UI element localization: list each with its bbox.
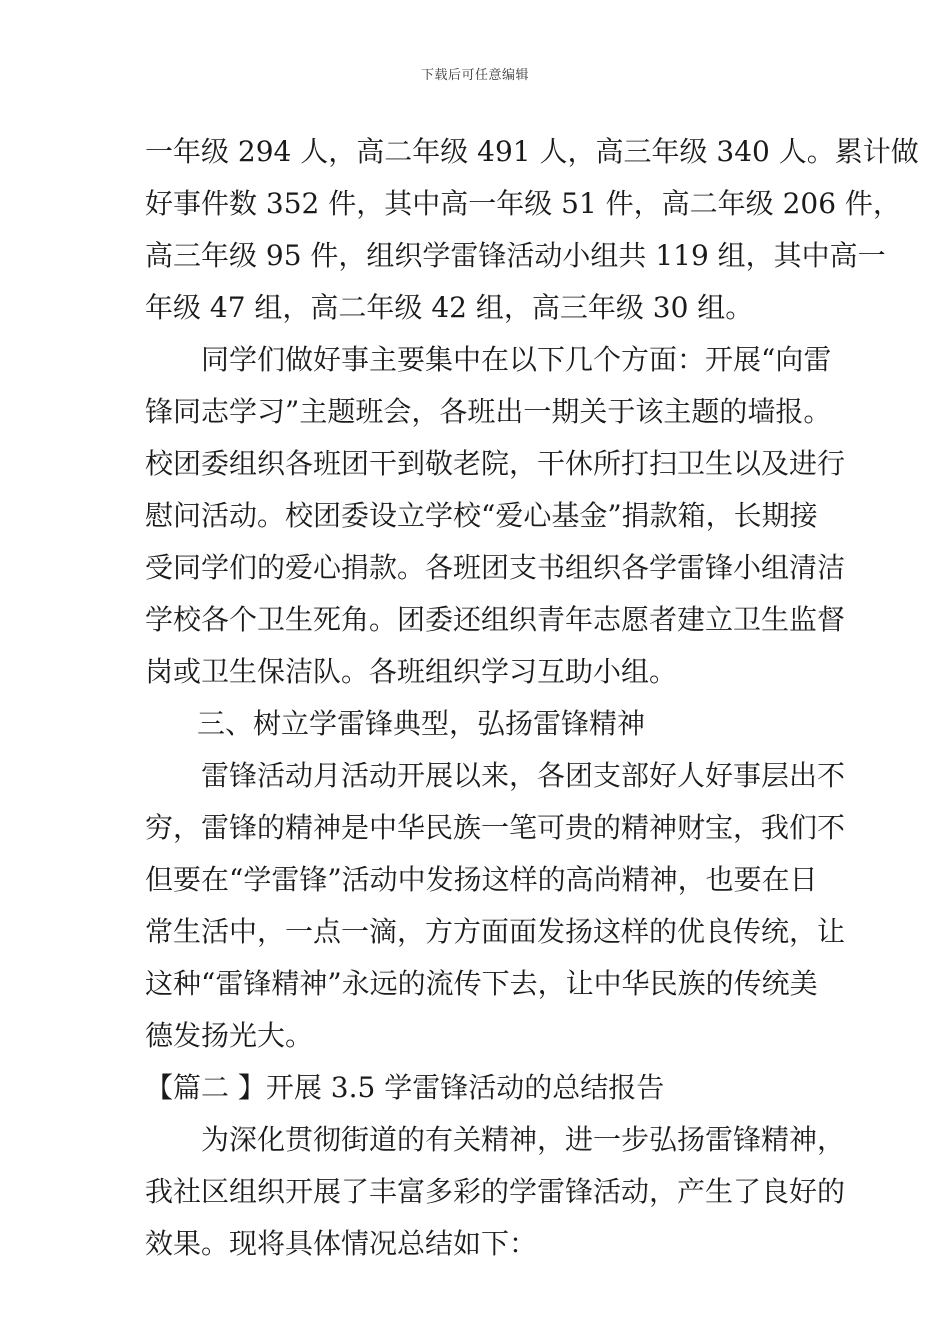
- document-body: [145, 126, 919, 1270]
- text-line: 但要在“学雷锋”活动中发扬这样的高尚精神，也要在日: [145, 863, 818, 896]
- paragraph-first-line: 为深化贯彻街道的有关精神，进一步弘扬雷锋精神，: [201, 1123, 846, 1156]
- paragraph-first-line: 雷锋活动月活动开展以来，各团支部好人好事层出不: [201, 759, 846, 792]
- text-line: 高三年级 95 件，组织学雷锋活动小组共 119 组，其中高一: [145, 239, 886, 272]
- text-line: 一年级 294 人，高二年级 491 人，高三年级 340 人。累计做: [145, 135, 919, 168]
- text-line: 德发扬光大。: [145, 1019, 314, 1052]
- text-line: 这种“雷锋精神”永远的流传下去，让中华民族的传统美: [145, 967, 818, 1000]
- text-line: 好事件数 352 件，其中高一年级 51 件，高二年级 206 件，: [145, 187, 901, 220]
- text-line: 常生活中，一点一滴，方方面面发扬这样的优良传统，让: [145, 915, 846, 948]
- text-line: 穷，雷锋的精神是中华民族一笔可贵的精神财宝，我们不: [145, 811, 846, 844]
- article-title: 【篇二 】开展 3.5 学雷锋活动的总结报告: [145, 1071, 665, 1104]
- text-line: 我社区组织开展了丰富多彩的学雷锋活动，产生了良好的: [145, 1175, 846, 1208]
- page-header-note: 下载后可任意编辑: [420, 68, 529, 83]
- text-line: 学校各个卫生死角。团委还组织青年志愿者建立卫生监督: [145, 603, 846, 636]
- text-line: 效果。现将具体情况总结如下：: [145, 1227, 538, 1260]
- text-line: 岗或卫生保洁队。各班组织学习互助小组。: [145, 655, 678, 688]
- text-line: 年级 47 组，高二年级 42 组，高三年级 30 组。: [145, 291, 754, 324]
- text-line: 慰问活动。校团委设立学校“爱心基金”捐款箱，长期接: [145, 499, 818, 532]
- section-heading: 三、树立学雷锋典型，弘扬雷锋精神: [197, 707, 646, 740]
- paragraph-first-line: 同学们做好事主要集中在以下几个方面：开展“向雷: [201, 343, 832, 376]
- text-line: 锋同志学习”主题班会，各班出一期关于该主题的墙报。: [145, 395, 832, 428]
- text-line: 受同学们的爱心捐款。各班团支书组织各学雷锋小组清洁: [145, 551, 846, 584]
- text-line: 校团委组织各班团干到敬老院，干休所打扫卫生以及进行: [145, 447, 846, 480]
